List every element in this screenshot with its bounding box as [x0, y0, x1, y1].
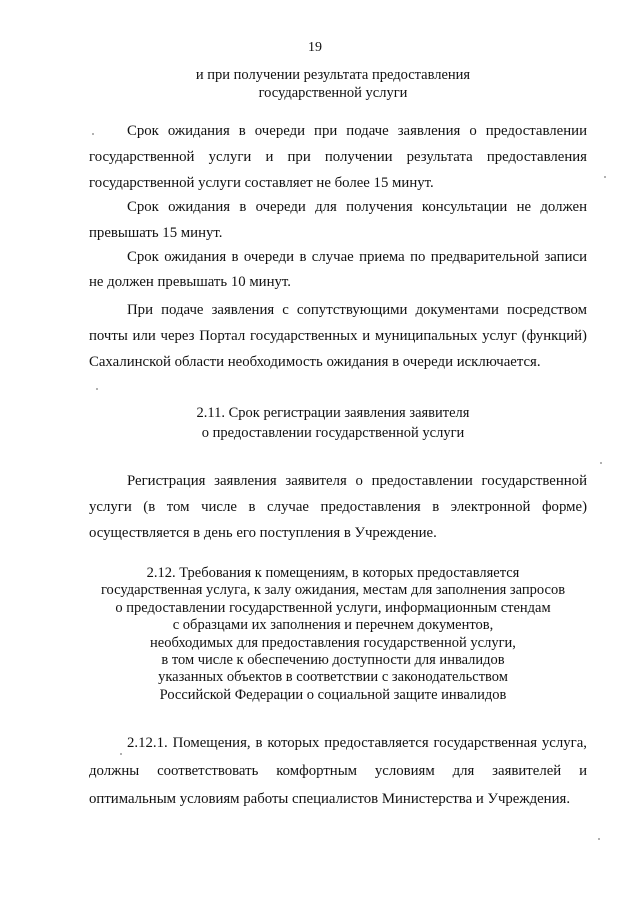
scan-speck [96, 388, 98, 390]
section-heading-2-12 [60, 565, 606, 704]
paragraph-line: 2.12.1. Помещения, в которых предоставляется государственная услуга, [127, 735, 587, 751]
paragraph-line: Регистрация заявления заявителя о предоставлении государственной [127, 473, 587, 489]
paragraph-line: не должен превышать 10 минут. [89, 274, 291, 290]
heading-line: указанных объектов в соответствии с законодательством [158, 669, 508, 686]
paragraph-line: При подаче заявления с сопутствующими документами посредством [127, 302, 587, 318]
paragraph-appointment-time [89, 245, 587, 295]
paragraph-line: Срок ожидания в очереди в случае приема по предварительной записи [127, 249, 587, 265]
heading-line: 2.12. Требования к помещениям, в которых предоставляется [146, 565, 520, 581]
heading-line: в том числе к обеспечению доступности для инвалидов [161, 652, 505, 669]
scan-speck [598, 838, 600, 840]
heading-line: Российской Федерации о социальной защите инвалидов [159, 686, 507, 703]
paragraph-line: государственной услуги и при получении результата предоставления [89, 149, 587, 165]
page-number: 19 [308, 40, 322, 55]
paragraph-queue-time [89, 118, 587, 196]
paragraph-registration [89, 468, 587, 546]
heading-line: о предоставлении государственной услуги [201, 425, 465, 441]
scan-speck [92, 133, 94, 135]
paragraph-consultation-time [89, 194, 587, 246]
paragraph-line: Срок ожидания в очереди при подаче заявления о предоставлении [127, 123, 587, 139]
heading-line: и при получении результата предоставления [195, 67, 471, 83]
paragraph-line: Сахалинской области необходимость ожидания в очереди исключается. [89, 354, 541, 370]
heading-line: с образцами их заполнения и перечнем документов, [172, 617, 494, 634]
scan-speck [120, 753, 122, 755]
heading-line: 2.11. Срок регистрации заявления заявителя [196, 405, 470, 421]
scan-speck [600, 462, 602, 464]
paragraph-line: оптимальным условиям работы специалистов Министерства и Учреждения. [89, 791, 571, 807]
paragraph-line: должны соответствовать комфортным условиям для заявителей и [89, 763, 587, 779]
heading-line: необходимых для предоставления государственной услуги, [150, 634, 516, 651]
paragraph-premises [89, 729, 587, 813]
section-heading-2-11 [60, 403, 606, 443]
paragraph-line: государственной услуги составляет не более 15 минут. [89, 175, 434, 191]
paragraph-line: услуги (в том числе в случае предоставления в электронной форме) [89, 499, 587, 515]
section-heading-continued [60, 66, 606, 102]
paragraph-line: превышать 15 минут. [89, 225, 223, 241]
heading-line: государственная услуга, к залу ожидания, местам для заполнения запросов [100, 582, 566, 599]
paragraph-line: почты или через Портал государственных и муниципальных услуг (функций) [89, 328, 587, 344]
paragraph-line: осуществляется в день его поступления в Учреждение. [89, 525, 437, 541]
paragraph-no-queue [89, 297, 587, 375]
paragraph-line: Срок ожидания в очереди для получения консультации не должен [127, 199, 587, 215]
heading-line: государственной услуги [258, 85, 408, 101]
scan-speck [604, 176, 606, 178]
heading-line: о предоставлении государственной услуги, информационным стендам [115, 599, 551, 616]
